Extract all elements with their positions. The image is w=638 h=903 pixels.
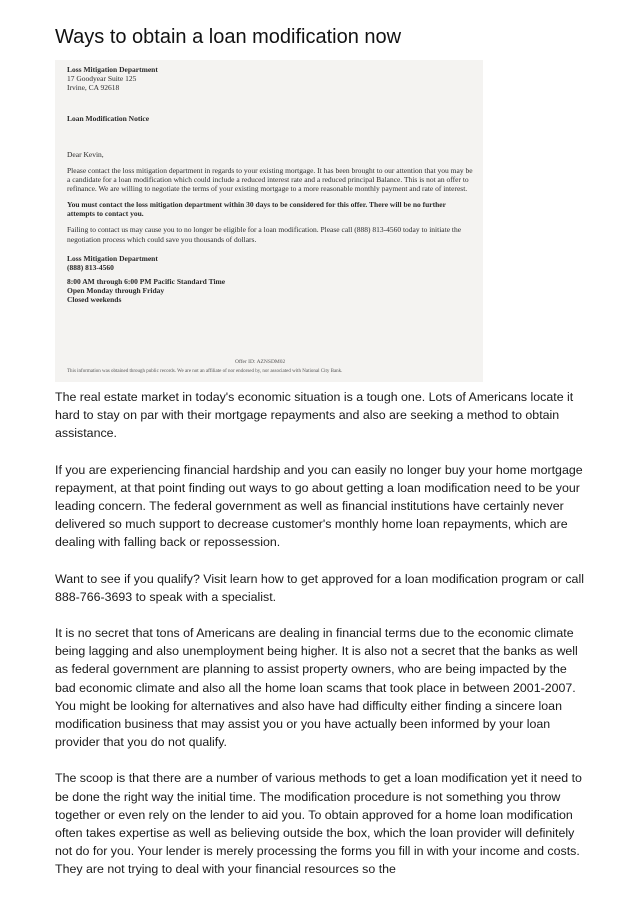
dept-phone: (888) 813-4560: [67, 262, 114, 272]
page-title: Ways to obtain a loan modification now: [55, 26, 402, 48]
paragraph-5: The scoop is that there are a number of various methods to get a loan modification yet it need to be done the right way the initial time. The modification procedure is not something you throw together or even rely on the lender to aid you. To obtain approved for a home loan modification often takes expertise as well as believing outside the box, which the loan provider will definitely not do for you. Your lender is merely processing the forms you fill in with your income and costs. They are not trying to deal with your financial resources so the: [55, 771, 582, 877]
letter-subject: Loan Modification Notice: [67, 114, 150, 124]
letter-paragraph-2: You must contact the loss mitigation department within 30 days to be considered for this offer. There will be no further attempts to contact you.: [67, 200, 446, 219]
paragraph-4: It is no secret that tons of Americans are dealing in financial terms due to the economic climate being lagging and also unemployment being higher. It is also not a secret that the banks as well as federal government are planning to assist property owners, who are being impacted by the bad economic climate and also all the home loan scams that took place in between 2001-2007. You might be looking for alternatives and also have had difficulty either finding a sincere loan modification business that may assist you or you have actually been informed by your loan provider that you do not qualify.: [55, 626, 578, 750]
paragraph-2: If you are experiencing financial hardship and you can easily no longer buy your home mortgage repayment, at that point finding out ways to go about getting a loan modification need to be your leading concern. The federal government as well as financial institutions have certainly never delivered so much support to decrease customer's monthly home loan repayments, which are dealing with falling back or repossession.: [55, 462, 583, 550]
scanned-letter-image: [55, 60, 483, 382]
paragraph-3: Want to see if you qualify? Visit learn how to get approved for a loan modification program or call 888-766-3693 to speak with a specialist.: [55, 571, 584, 604]
dept-name: Loss Mitigation Department: [67, 253, 158, 263]
paragraph-1: The real estate market in today's economic situation is a tough one. Lots of Americans locate it hard to stay on par with their mortgage repayments and also are seeking a method to obtain assistance.: [55, 390, 574, 441]
dept-days: Open Monday through Friday: [67, 286, 165, 296]
letter-footer-note: This information was obtained through public records. We are not an affiliate of nor endorsed by, nor associated with National City Bank.: [67, 369, 343, 374]
dept-closed: Closed weekends: [67, 295, 122, 305]
sender-address-line2: Irvine, CA 92618: [67, 83, 120, 93]
letter-paragraph-1: Please contact the loss mitigation department in regards to your existing mortgage. It has been brought to our attention that you may be a candidate for a loan modification which could include a reduced interest rate and a reduced principal Balance. This is not an offer to refinance. We are willing to negotiate the terms of your existing mortgage to a more reasonable monthly payment and rate of interest.: [67, 165, 473, 193]
dept-hours: 8:00 AM through 6:00 PM Pacific Standard Time: [67, 276, 226, 286]
sender-address-line1: 17 Goodyear Suite 125: [67, 74, 137, 84]
sender-name: Loss Mitigation Department: [67, 65, 158, 74]
letter-paragraph-3: Failing to contact us may cause you to no longer be eligible for a loan modification. Please call (888) 813-4560 today to initiate the negotiation process which could save you thousands of dollars.: [67, 225, 462, 244]
letter-salutation: Dear Kevin,: [67, 149, 104, 159]
article-body: [55, 388, 587, 897]
offer-id: Offer ID: AZNSDM02: [235, 359, 286, 365]
